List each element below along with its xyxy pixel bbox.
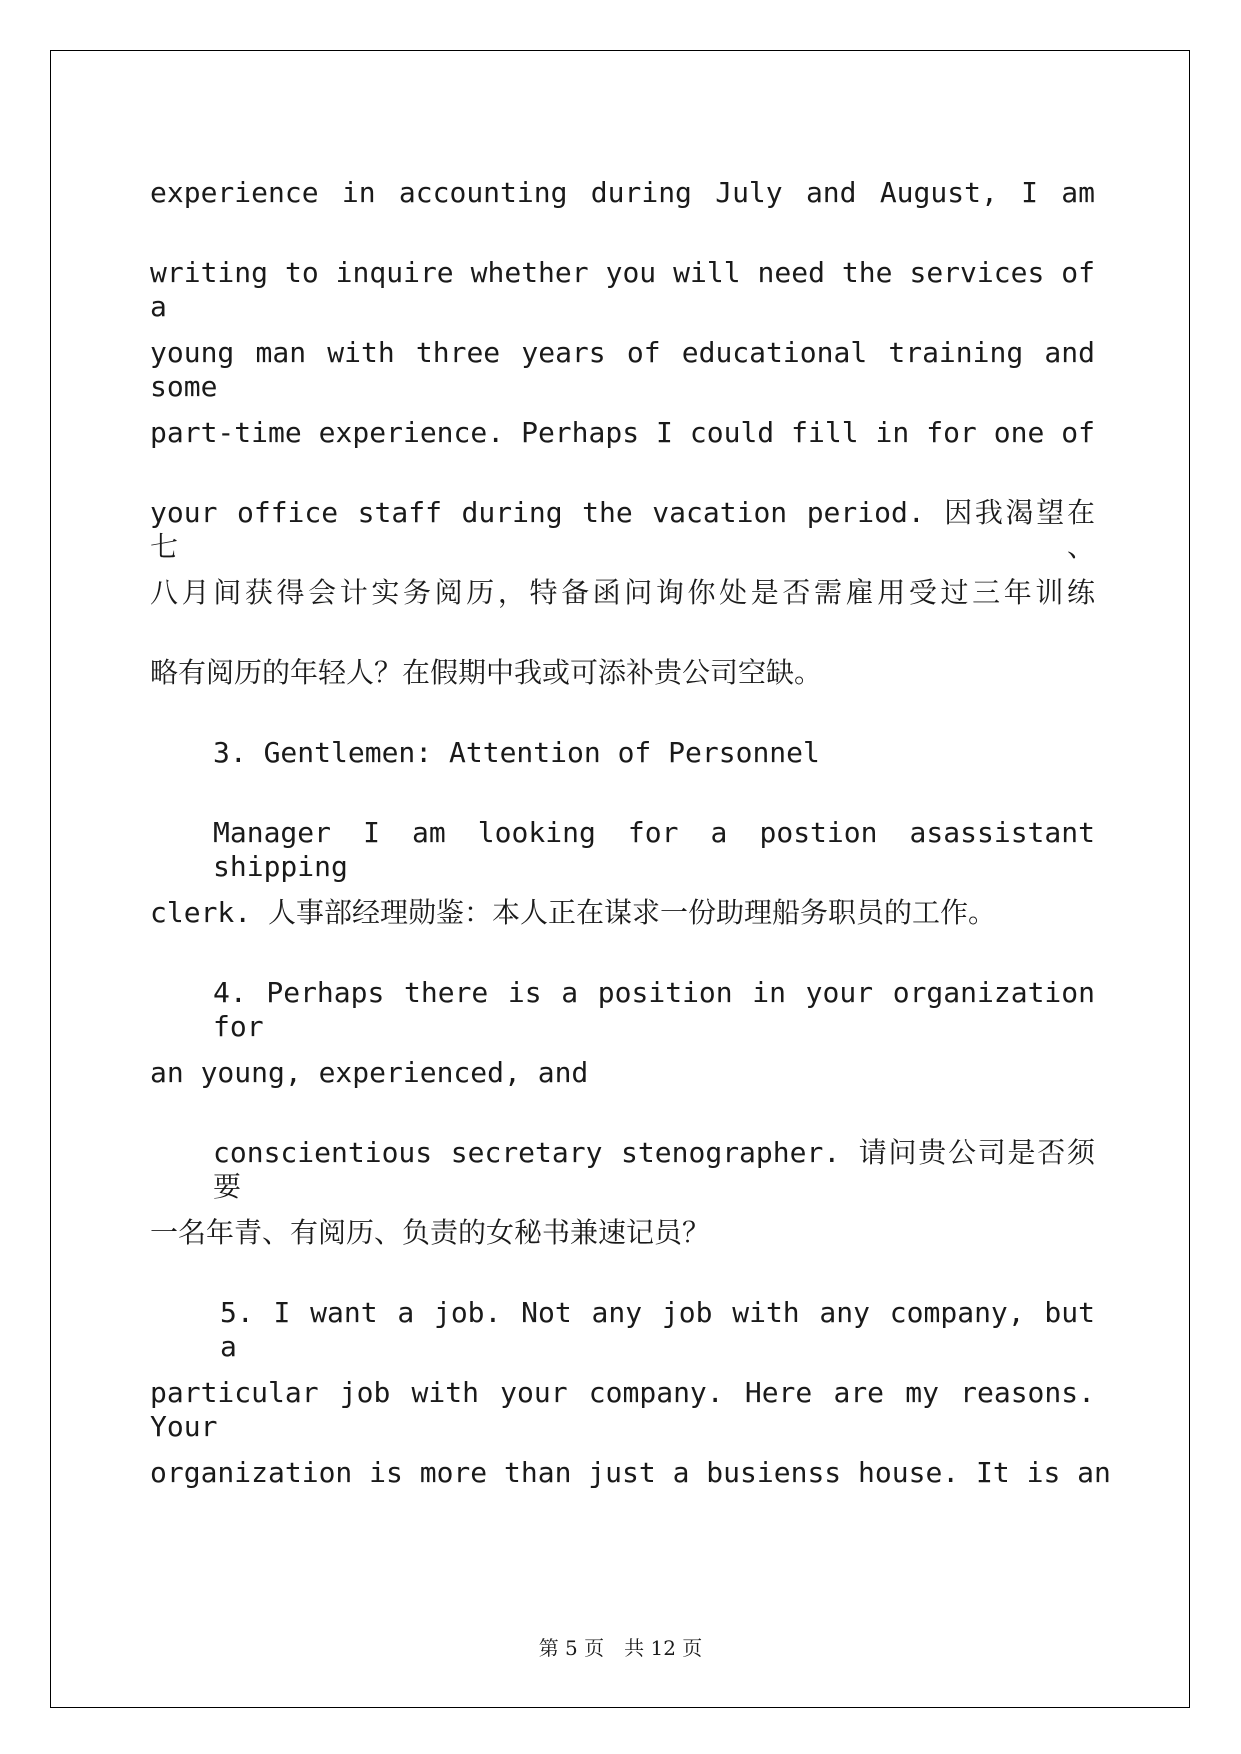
- body-line-14: 一名年青、有阅历、负责的女秘书兼速记员？: [150, 1216, 711, 1249]
- body-line-3: young man with three years of educational training and some: [150, 336, 1095, 403]
- body-line-13: conscientious secretary stenographer. 请问贵公司是否须要: [213, 1136, 1095, 1203]
- body-line-6: 八月间获得会计实务阅历，特备函问询你处是否需雇用受过三年训练: [150, 576, 1095, 609]
- body-line-12: an young, experienced, and: [150, 1056, 589, 1089]
- body-line-2: writing to inquire whether you will need the services of a: [150, 256, 1095, 323]
- section-item-4: 4. Perhaps there is a position in your organization for: [213, 976, 1095, 1043]
- page-number-footer: [0, 1632, 1241, 1661]
- body-line-17: organization is more than just a busienss house. It is an: [150, 1456, 1111, 1489]
- body-line-9: Manager I am looking for a postion asassistant shipping: [213, 816, 1095, 883]
- body-line-16: particular job with your company. Here are my reasons. Your: [150, 1376, 1095, 1443]
- page-number-label: 第 5 页 共 12 页: [538, 1636, 703, 1660]
- body-line-1: experience in accounting during July and August, I am: [150, 176, 1095, 209]
- body-line-5: your office staff during the vacation period. 因我渴望在七、: [150, 496, 1095, 563]
- section-item-5: 5. I want a job. Not any job with any company, but a: [220, 1296, 1095, 1363]
- body-line-4: part-time experience. Perhaps I could fill in for one of: [150, 416, 1095, 449]
- body-line-7: 略有阅历的年轻人？在假期中我或可添补贵公司空缺。: [150, 656, 823, 689]
- body-line-10: clerk. 人事部经理勋鉴：本人正在谋求一份助理船务职员的工作。: [150, 896, 997, 929]
- section-heading-3: 3. Gentlemen: Attention of Personnel: [213, 736, 820, 769]
